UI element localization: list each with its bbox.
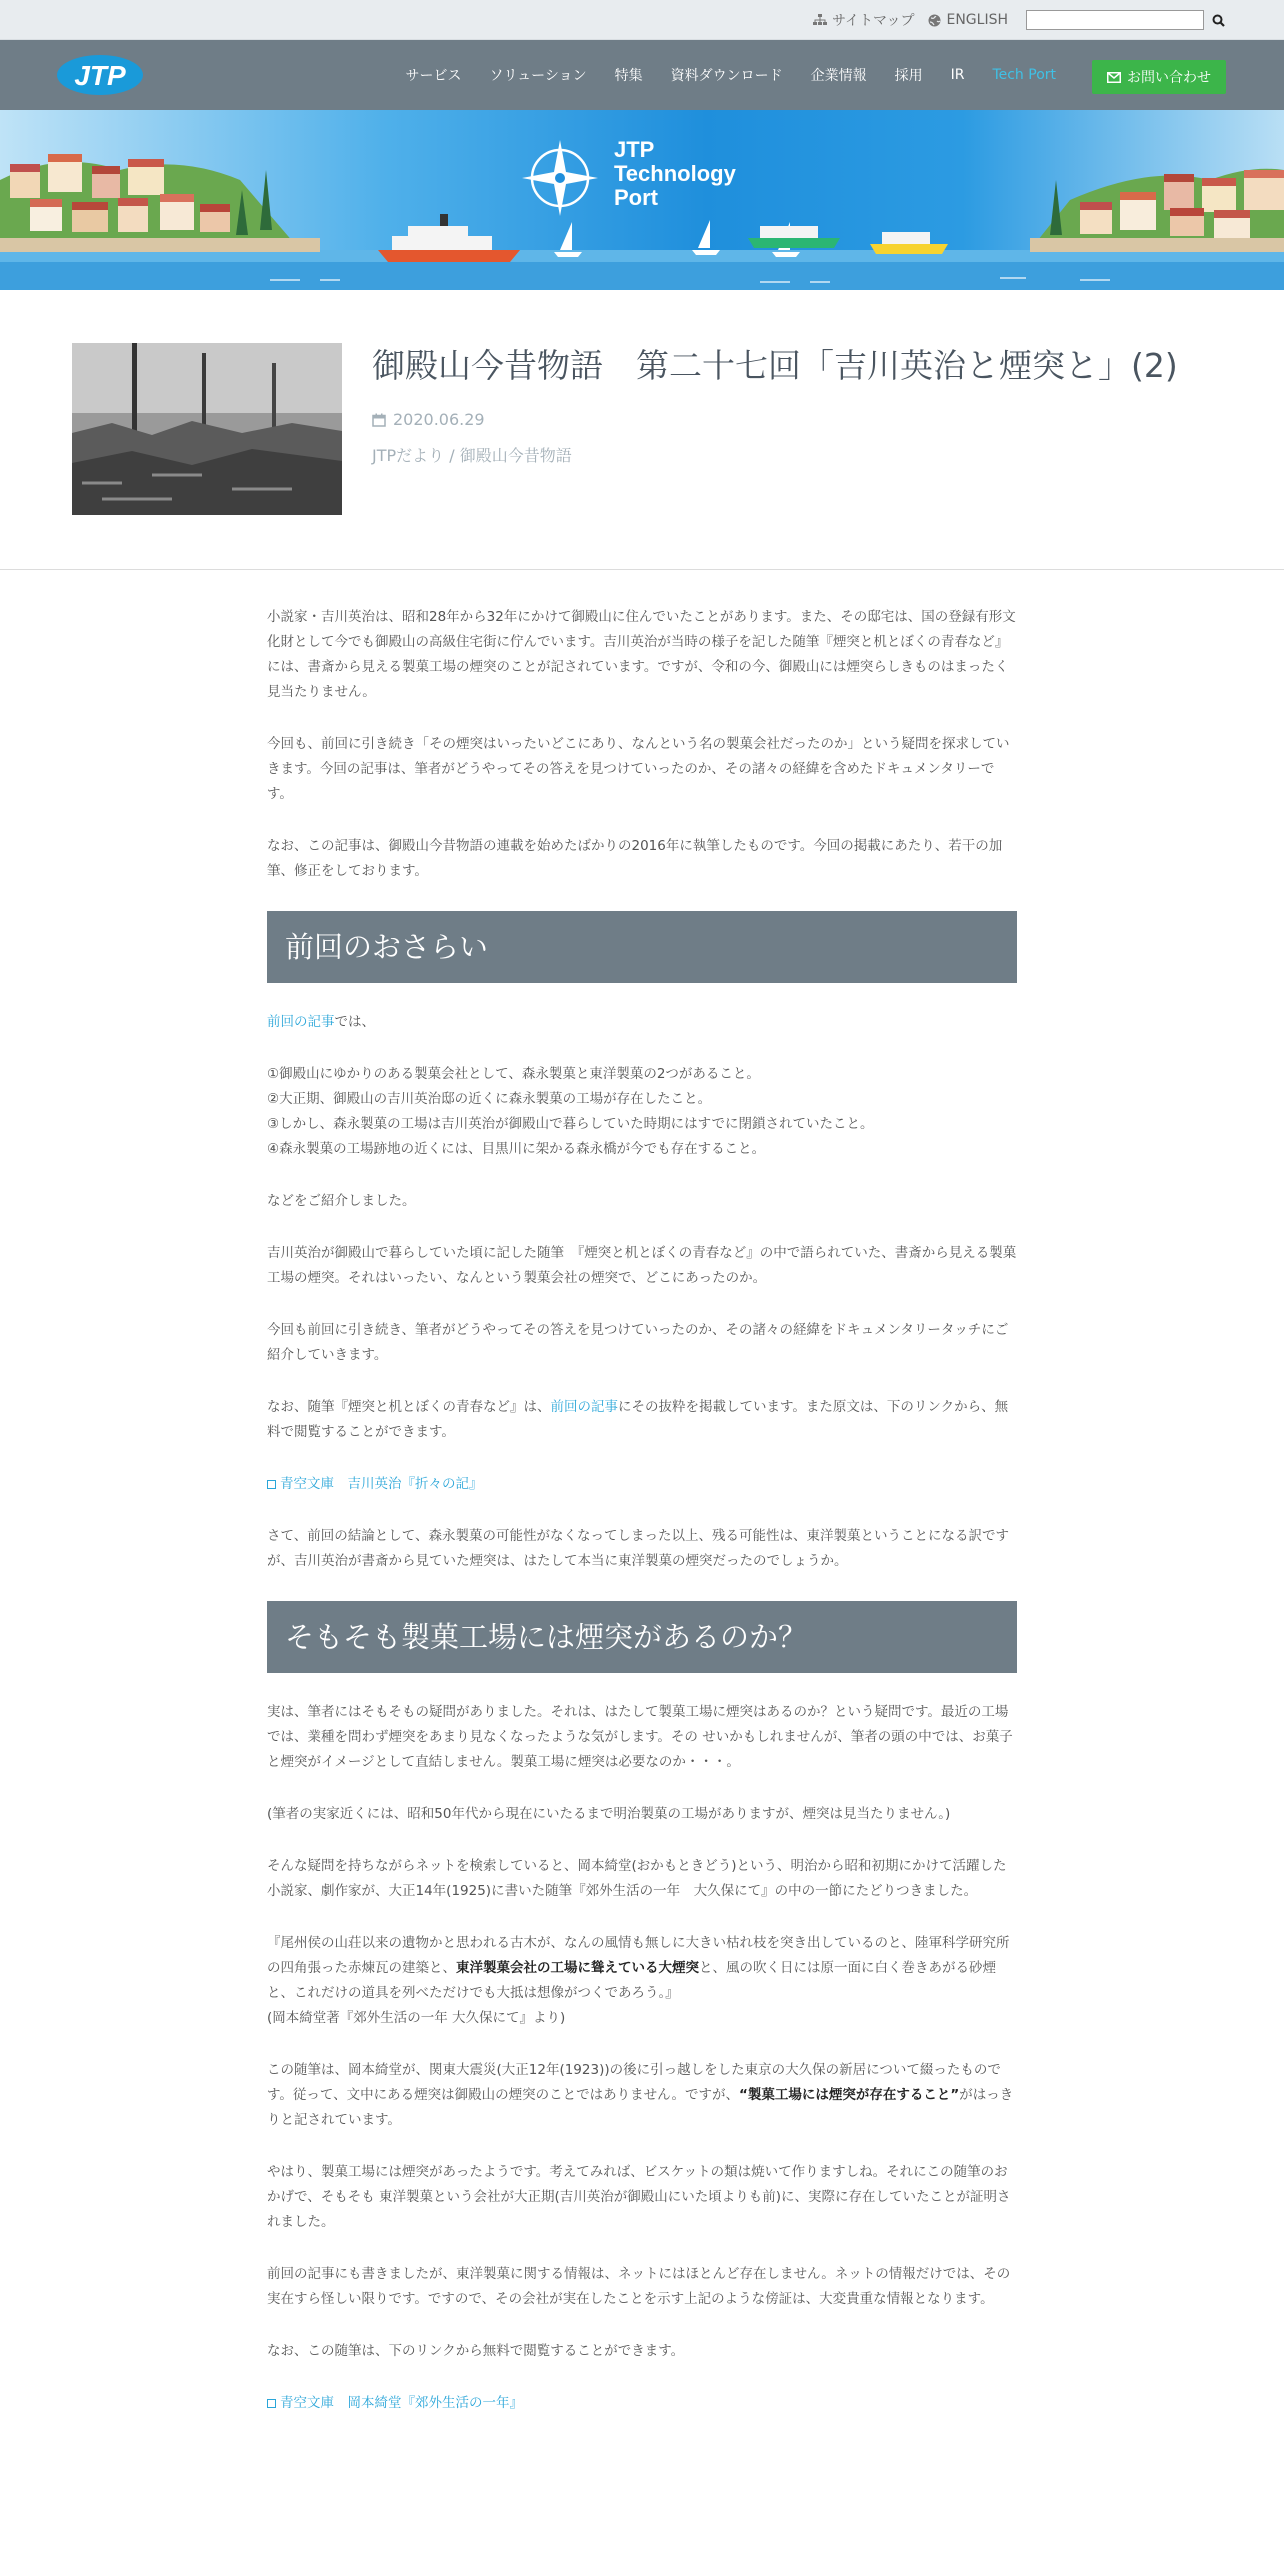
free-paragraph: なお、この随筆は、下のリンクから無料で閲覧することができます。	[267, 2343, 685, 2359]
note-after: にその抜粋を掲載しています。また原文は、下のリンクから、無料で閲覧することができます。	[267, 1399, 1009, 1440]
quote-source: (岡本綺堂著『郊外生活の一年 大久保にて』より)	[267, 2010, 566, 2026]
aozora-link-okamoto-text: 青空文庫 岡本綺堂『郊外生活の一年』	[280, 2395, 523, 2411]
intro-paragraph-3: なお、この記事は、御殿山今昔物語の連載を始めたばかりの2016年に執筆したものです。今回の掲載にあたり、若干の加筆、修正をしております。	[267, 838, 1003, 879]
indeed-paragraph: やはり、製菓工場には煙突があったようです。考えてみれば、ビスケットの類は焼いて作りますしね。それにこの随筆のおかげで、そもそも 東洋製菓という会社が大正期(吉川英治が御殿山にいた頃よりも前)に、実際に存在していたことが証明されました。	[267, 2164, 1011, 2230]
main-navbar	[0, 40, 1284, 110]
post-thumbnail	[72, 343, 342, 515]
sitemap-label: サイトマップ	[832, 13, 915, 29]
recap-item-3: ③しかし、森永製菓の工場は吉川英治が御殿山で暮らしていた時期にはすでに閉鎖されていたこと。	[267, 1116, 874, 1132]
calendar-icon	[372, 413, 386, 427]
home-paragraph: (筆者の実家近くには、昭和50年代から現在にいたるまで明治製菓の工場がありますが、煙突は見当たりません。)	[267, 1806, 951, 1822]
article-body	[267, 605, 1017, 2443]
jtp-logo-mark	[56, 54, 144, 96]
factory-photo	[72, 343, 342, 515]
previous-article-link[interactable]: 前回の記事	[267, 1014, 335, 1030]
banner-line-2: Technology	[614, 161, 736, 186]
intro-paragraph-2: 今回も、前回に引き続き「その煙突はいったいどこにあり、なんという名の製菓会社だったのか」という疑問を探求していきます。今回の記事は、筆者がどうやってその答えを見つけていったのか、その諸々の経緯を含めたドキュメンタリーです。	[267, 736, 1010, 802]
nav-item-services[interactable]: サービス	[405, 68, 462, 84]
utility-bar	[0, 0, 1284, 40]
previous-article-link-2[interactable]: 前回の記事	[550, 1399, 618, 1415]
envelope-icon	[1107, 72, 1121, 83]
section-heading-recap: 前回のおさらい	[267, 911, 1017, 983]
post-title: 御殿山今昔物語 第二十七回「吉川英治と煙突と」(2)	[372, 346, 1178, 385]
recap-end: などをご紹介しました。	[267, 1193, 416, 1209]
english-label: ENGLISH	[946, 12, 1008, 28]
aozora-link-paragraph-2	[267, 2391, 1017, 2416]
search-button[interactable]	[1210, 12, 1226, 28]
nav-item-features[interactable]: 特集	[614, 68, 643, 84]
search-icon	[1212, 14, 1225, 27]
prev-paragraph: 前回の記事にも書きましたが、東洋製菓に関する情報は、ネットにはほとんど存在しません。ネットの情報だけでは、その実在すら怪しい限りです。ですので、その会社が実在したことを示す上記のような傍証は、大変貴重な情報となります。	[267, 2266, 1011, 2307]
recap-item-1: ①御殿山にゆかりのある製菓会社として、森永製菓と東洋製菓の2つがあること。	[267, 1066, 760, 1082]
banner-illustration	[0, 110, 1284, 290]
essay2-bold: “製菓工場には煙突が存在すること”	[738, 2087, 960, 2103]
search-paragraph: そんな疑問を持ちながらネットを検索していると、岡本綺堂(おかもときどう)という、明治から昭和初期にかけて活躍した小説家、劇作家が、大正14年(1925)に書いた随筆『郊外生活の一年 大久保にて』の中の一節にたどりつきました。	[267, 1858, 1007, 1899]
intro-paragraph-1: 小説家・吉川英治は、昭和28年から32年にかけて御殿山に住んでいたことがあります。また、その邸宅は、国の登録有形文化財として今でも御殿山の高級住宅街に佇んでいます。吉川英治が当時の様子を記した随筆『煙突と机とぼくの青春など』には、書斎から見える製菓工場の煙突のことが記されています。ですが、令和の今、御殿山には煙突らしきものはまったく見当たりません。	[267, 609, 1016, 700]
recap-item-2: ②大正期、御殿山の吉川英治邸の近くに森永製菓の工場が存在したこと。	[267, 1091, 712, 1107]
note-paragraph	[267, 1395, 1017, 1445]
aozora-link-paragraph-1	[267, 1472, 1017, 1497]
nav-item-recruit[interactable]: 採用	[894, 68, 923, 84]
essay2-after: がはっきりと記されています。	[267, 2087, 1014, 2128]
sitemap-icon	[813, 14, 827, 26]
doubt-paragraph: 実は、筆者にはそもそもの疑問がありました。それは、はたして製菓工場に煙突はあるのか？という疑問です。最近の工場では、業種を問わず煙突をあまり見なくなったような気がします。その せいかもしれませんが、筆者の頭の中では、お菓子と煙突がイメージとして直結しません。製菓工場に煙突は必要なのか・・・。	[267, 1704, 1013, 1770]
nav-menu	[378, 40, 1056, 110]
quote-before: 『尾州侯の山荘以来の遺物かと思われる古木が、なんの風情も無しに大きい枯れ枝を突き出しているのと、陸軍科学研究所の四角張った赤煉瓦の建築と、	[267, 1935, 1010, 1976]
again-paragraph: 今回も前回に引き続き、筆者がどうやってその答えを見つけていったのか、その諸々の経緯をドキュメンタリータッチにご紹介していきます。	[267, 1322, 1009, 1363]
recap-item-4: ④森永製菓の工場跡地の近くには、目黒川に架かる森永橋が今でも存在すること。	[267, 1141, 766, 1157]
essay2-paragraph	[267, 2058, 1017, 2133]
aozora-link-okamoto[interactable]	[267, 2391, 1017, 2416]
contact-label: お問い合わせ	[1127, 70, 1211, 86]
globe-icon	[928, 14, 941, 27]
external-link-icon	[267, 1480, 276, 1489]
nav-item-downloads[interactable]: 資料ダウンロード	[670, 68, 783, 84]
search-input[interactable]	[1026, 10, 1204, 30]
note-before: なお、随筆『煙突と机とぼくの青春など』は、	[267, 1399, 551, 1415]
aozora-link-yoshikawa-text: 青空文庫 吉川英治『折々の記』	[280, 1476, 483, 1492]
recap-intro-text: では、	[334, 1014, 375, 1030]
sitemap-link[interactable]	[813, 10, 914, 30]
utility-links	[813, 10, 1226, 30]
essay2-before: この随筆は、岡本綺堂が、関東大震災(大正12年(1923))の後に引っ越しをした東京の大久保の新居について綴ったものです。従って、文中にある煙突は御殿山の煙突のことではありません。ですが、	[267, 2062, 1001, 2103]
nav-item-company[interactable]: 企業情報	[810, 68, 867, 84]
section-heading-chimney: そもそも製菓工場には煙突があるのか？	[267, 1601, 1017, 1673]
aozora-link-yoshikawa[interactable]	[267, 1472, 1017, 1497]
english-link[interactable]	[928, 12, 1008, 28]
external-link-icon	[267, 2399, 276, 2408]
conclusion-paragraph: さて、前回の結論として、森永製菓の可能性がなくなってしまった以上、残る可能性は、東洋製菓ということになる訳ですが、吉川英治が書斎から見ていた煙突は、はたして本当に東洋製菓の煙突だったのでしょうか。	[267, 1528, 1009, 1569]
post-header	[0, 290, 1284, 570]
quote-after: と、風の吹く日には原一面に白く巻きあがる砂煙と、これだけの道具を列べただけでも大抵は想像がつくであろう。』	[267, 1960, 996, 2001]
logo-text: JTP	[74, 60, 126, 91]
post-categories[interactable]: JTPだより / 御殿山今昔物語	[372, 446, 572, 465]
nav-item-tech-port[interactable]: Tech Port	[992, 67, 1056, 83]
post-date-text: 2020.06.29	[393, 410, 485, 429]
recap-intro	[267, 1010, 1017, 1035]
quote-paragraph	[267, 1931, 1017, 2006]
nav-item-solutions[interactable]: ソリューション	[489, 68, 587, 84]
post-date	[372, 410, 485, 429]
tech-port-banner	[0, 110, 1284, 290]
contact-button[interactable]	[1092, 60, 1226, 94]
essay-paragraph: 吉川英治が御殿山で暮らしていた頃に記した随筆 『煙突と机とぼくの青春など』の中で語られていた、書斎から見える製菓工場の煙突。それはいったい、なんという製菓会社の煙突で、どこにあったのか。	[267, 1245, 1017, 1286]
quote-bold: 東洋製菓会社の工場に聳えている大煙突	[456, 1960, 699, 1976]
nav-item-ir[interactable]: IR	[950, 67, 965, 83]
banner-line-1: JTP	[614, 137, 655, 162]
jtp-logo[interactable]	[56, 54, 144, 96]
banner-line-3: Port	[614, 185, 658, 210]
